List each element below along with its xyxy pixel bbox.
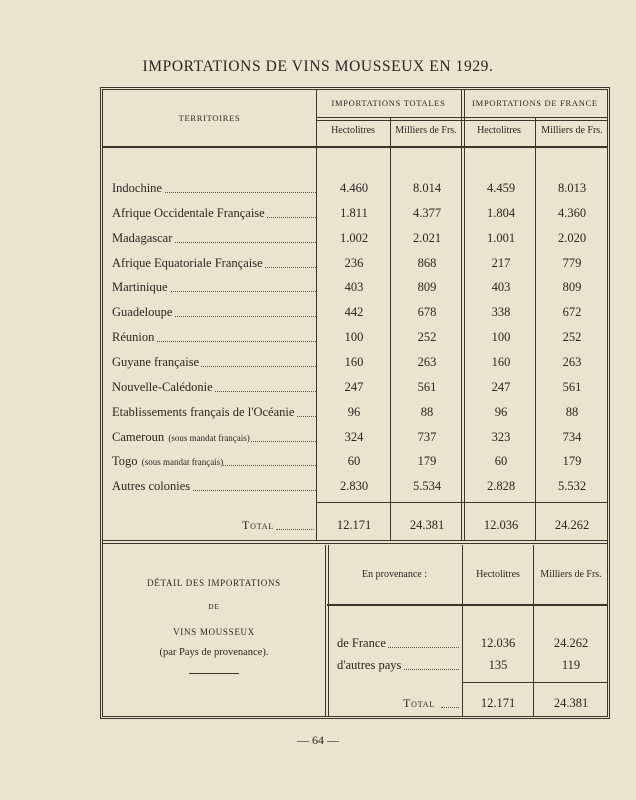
cell-fr-fr: 252 <box>562 330 582 344</box>
table-row-label <box>112 479 316 494</box>
cell-tot-fr: 252 <box>417 330 437 344</box>
header-hectolitres-france: Hectolitres <box>477 125 521 136</box>
table-row-label <box>112 305 316 320</box>
cell-fr-fr: 88 <box>565 405 579 419</box>
detail-row-label: d'autres pays <box>337 658 402 672</box>
territory-name: Guadeloupe <box>112 305 173 319</box>
cell-fr-hl: 323 <box>491 430 511 444</box>
territory-name: Guyane française <box>112 355 200 369</box>
cell-tot-hl: 2.830 <box>339 479 369 493</box>
cell-tot-fr: 678 <box>417 305 437 319</box>
cell-fr-hl: 403 <box>491 280 511 294</box>
detail-header-milliers: Milliers de Frs. <box>540 569 602 580</box>
detail-title-1: DÉTAIL DES IMPORTATIONS <box>147 578 281 588</box>
table-row-label <box>112 330 316 345</box>
cell-fr-hl: 338 <box>491 305 511 319</box>
cell-fr-fr: 8.013 <box>557 181 587 195</box>
cell-fr-fr: 263 <box>562 355 582 369</box>
total-fr-fr: 24.262 <box>554 518 590 532</box>
detail-short-rule <box>189 673 239 674</box>
detail-total-dots <box>441 707 459 708</box>
total-tot-hl: 12.171 <box>336 518 372 532</box>
cell-tot-hl: 1.811 <box>340 206 368 220</box>
territory-note: (sous mandat français) <box>139 457 224 467</box>
total-dots <box>276 529 314 530</box>
cell-tot-hl: 403 <box>344 280 364 294</box>
territory-name: Cameroun <box>112 430 165 444</box>
cell-fr-hl: 4.459 <box>486 181 516 195</box>
cell-tot-hl: 236 <box>344 256 364 270</box>
cell-fr-fr: 809 <box>562 280 582 294</box>
total-rule <box>316 502 607 503</box>
cell-fr-hl: 1.804 <box>486 206 516 220</box>
table-row-label <box>112 231 316 246</box>
table-row-label <box>112 405 316 420</box>
cell-tot-hl: 442 <box>344 305 364 319</box>
detail-autres-hl: 135 <box>488 658 508 672</box>
detail-row-autres <box>337 658 459 673</box>
detail-row-france <box>337 636 459 651</box>
cell-tot-hl: 1.002 <box>339 231 369 245</box>
total-tot-fr: 24.381 <box>409 518 445 532</box>
page-title: IMPORTATIONS DE VINS MOUSSEUX EN 1929. <box>142 58 494 75</box>
cell-tot-hl: 60 <box>347 454 361 468</box>
header-milliers-france: Milliers de Frs. <box>541 125 603 136</box>
cell-tot-fr: 2.021 <box>412 231 442 245</box>
territory-name: Madagascar <box>112 231 173 245</box>
header-importations-france: IMPORTATIONS DE FRANCE <box>472 98 598 108</box>
table-row-label <box>112 454 316 469</box>
cell-tot-fr: 809 <box>417 280 437 294</box>
territory-name: Afrique Occidentale Française <box>112 206 265 220</box>
cell-fr-hl: 160 <box>491 355 511 369</box>
table-row-label <box>112 256 316 271</box>
cell-tot-fr: 868 <box>417 256 437 270</box>
detail-header-provenance: En provenance : <box>362 569 427 580</box>
detail-total-hl: 12.171 <box>480 696 516 710</box>
detail-total-label <box>403 696 435 711</box>
cell-fr-hl: 2.828 <box>486 479 516 493</box>
cell-fr-hl: 1.001 <box>486 231 516 245</box>
territory-name: Martinique <box>112 280 168 294</box>
table-row-label <box>112 355 316 370</box>
territory-name: Togo <box>112 454 138 468</box>
table-row-label <box>112 206 316 221</box>
territory-name: Autres colonies <box>112 479 191 493</box>
header-hectolitres-total: Hectolitres <box>331 125 375 136</box>
header-milliers-total: Milliers de Frs. <box>395 125 457 136</box>
cell-tot-fr: 4.377 <box>412 206 442 220</box>
header-bottom-rule <box>103 146 607 148</box>
page-number: — 64 — <box>297 733 339 747</box>
cell-tot-fr: 88 <box>420 405 434 419</box>
cell-tot-hl: 4.460 <box>339 181 369 195</box>
detail-autres-fr: 119 <box>561 658 581 672</box>
cell-fr-fr: 2.020 <box>557 231 587 245</box>
detail-france-fr: 24.262 <box>553 636 589 650</box>
cell-fr-hl: 217 <box>491 256 511 270</box>
total-label-text: Total <box>242 518 275 532</box>
cell-fr-fr: 561 <box>562 380 582 394</box>
territory-name: Afrique Equatoriale Française <box>112 256 263 270</box>
cell-tot-fr: 179 <box>417 454 437 468</box>
cell-fr-hl: 60 <box>494 454 508 468</box>
cell-fr-fr: 734 <box>562 430 582 444</box>
cell-tot-hl: 247 <box>344 380 364 394</box>
cell-tot-fr: 737 <box>417 430 437 444</box>
detail-total-fr: 24.381 <box>553 696 589 710</box>
cell-fr-fr: 672 <box>562 305 582 319</box>
detail-row-label: de France <box>337 636 386 650</box>
detail-total-rule <box>462 682 607 683</box>
section-rule <box>103 540 607 544</box>
cell-tot-hl: 160 <box>344 355 364 369</box>
table-row-label <box>112 380 316 395</box>
cell-fr-hl: 100 <box>491 330 511 344</box>
cell-fr-fr: 779 <box>562 256 582 270</box>
header-importations-totales: IMPORTATIONS TOTALES <box>331 98 446 108</box>
cell-tot-fr: 8.014 <box>412 181 442 195</box>
table-row-label <box>112 181 316 196</box>
detail-header-hectolitres: Hectolitres <box>476 569 520 580</box>
detail-title-2: DE <box>208 602 220 611</box>
table-row-label <box>112 280 316 295</box>
header-rule <box>316 117 607 121</box>
territory-name: Réunion <box>112 330 155 344</box>
detail-header-rule <box>327 604 607 606</box>
detail-title-4: (par Pays de provenance). <box>159 647 269 658</box>
cell-fr-hl: 247 <box>491 380 511 394</box>
territory-name: Etablissements français de l'Océanie <box>112 405 295 419</box>
cell-fr-fr: 179 <box>562 454 582 468</box>
cell-fr-hl: 96 <box>494 405 508 419</box>
header-territoires: TERRITOIRES <box>178 113 241 123</box>
detail-title-3: VINS MOUSSEUX <box>173 627 255 637</box>
cell-tot-fr: 561 <box>417 380 437 394</box>
cell-tot-hl: 324 <box>344 430 364 444</box>
table-row-label <box>112 430 316 445</box>
cell-tot-fr: 5.534 <box>412 479 442 493</box>
total-fr-hl: 12.036 <box>483 518 519 532</box>
cell-fr-fr: 4.360 <box>557 206 587 220</box>
cell-tot-hl: 96 <box>347 405 361 419</box>
detail-total-label-text: Total <box>403 696 436 710</box>
territory-name: Indochine <box>112 181 162 195</box>
territory-name: Nouvelle-Calédonie <box>112 380 213 394</box>
cell-tot-hl: 100 <box>344 330 364 344</box>
cell-fr-fr: 5.532 <box>557 479 587 493</box>
detail-france-hl: 12.036 <box>480 636 516 650</box>
cell-tot-fr: 263 <box>417 355 437 369</box>
total-label <box>242 518 274 533</box>
territory-note: (sous mandat français) <box>166 433 250 443</box>
col-divider <box>316 90 317 540</box>
